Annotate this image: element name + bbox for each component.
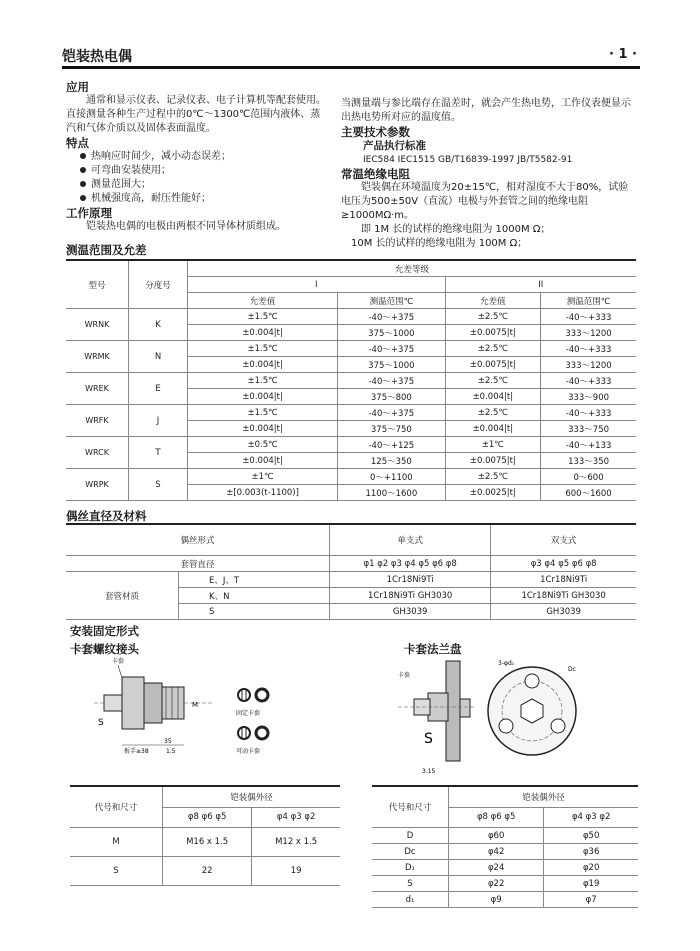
t1-cell: -40～+333 [541,309,636,325]
t1-cell: 0～600 [541,469,636,485]
t1-model: WREK [66,373,129,405]
t1-cell: -40～+375 [338,309,445,325]
t4-val: φ9 [449,892,544,908]
t4-code-header: 代号和尺寸 [372,786,449,828]
t1-cell: ±0.5℃ [188,437,338,453]
feature-item: 测量范围大； [80,178,328,192]
t1-model: WRCK [66,437,129,469]
t1-cell: -40～+375 [338,373,445,389]
t1-grade: S [129,469,188,501]
t3-code: M [70,828,163,857]
t1-cell: ±2.5℃ [445,469,541,485]
t4-val: φ22 [449,876,544,892]
t4-val: φ36 [544,844,638,860]
t1-cell: ±1℃ [188,469,338,485]
t2-title: 偶丝直径及材料 [66,509,147,523]
t4-outer-header: 铠装偶外径 [449,786,639,807]
dim-S-right: S [424,731,433,747]
t3-col2: φ4 φ3 φ2 [252,807,340,827]
insulation-paragraph: 铠装偶在环境温度为20±15℃，相对湿度不大于80%，试验电压为500±50V（直流）电极与外套管之间的绝缘电阻≥1000MΩ·m。 [341,182,629,221]
t1-title: 测温范围及允差 [66,243,147,257]
t1-sub-header: 测温范围℃ [338,293,445,309]
t1-grade: T [129,437,188,469]
t1-cell: ±0.004|t| [188,389,338,405]
t1-grade: K [129,309,188,341]
t4-val: φ24 [449,860,544,876]
t1-cell: ±0.004|t| [445,389,541,405]
ferrule-label: 卡套 [112,658,125,665]
t1-cell: -40～+125 [338,437,445,453]
t1-cell: 333～1200 [541,357,636,373]
t2-type: S [179,604,330,620]
t2-mat-single: 1Cr18Ni9Ti [330,572,491,588]
t1-cell: 0～+1100 [338,469,445,485]
table-row [66,373,636,389]
t1-cell: 375～750 [338,421,445,437]
t3-outer-header: 铠装偶外径 [163,786,341,807]
t2-material-label: 套管材质 [66,572,179,620]
dim-35: 35 [164,738,172,745]
t1-cell: -40～+133 [541,437,636,453]
t4-col1: φ8 φ6 φ5 [449,807,544,827]
feature-item: 可弯曲安装使用； [80,164,328,178]
t2-mat-double: 1Cr18Ni9Ti GH3030 [491,588,636,604]
t2-form-label: 偶丝形式 [66,524,330,556]
t2-dia-label: 套管直径 [66,556,330,572]
t2-dia-single: φ1 φ2 φ3 φ4 φ5 φ6 φ8 [330,556,491,572]
app-paragraph: 通常和显示仪表、记录仪表、电子计算机等配套使用。直接测量各种生产过程中的0℃～1300℃范围内液体、蒸汽和气体介质以及固体表面温度。 [66,95,326,134]
t2-mat-single: GH3039 [330,604,491,620]
t1-cell: ±0.004|t| [188,453,338,469]
t1-model: WRFK [66,405,129,437]
t4-code: D [372,828,449,844]
t4-val: φ42 [449,844,544,860]
std-heading: 产品执行标准 [363,140,426,152]
t2-double-label: 双支式 [491,524,636,556]
t1-cell: -40～+375 [338,341,445,357]
t2-type: K、N [179,588,330,604]
dc-label: Dc [568,666,576,673]
dim-S-left: S [98,718,104,728]
t1-cell: ±1.5℃ [188,341,338,357]
table-row [66,405,636,421]
t1-cell: 125～350 [338,453,445,469]
t3-val: M16 x 1.5 [163,828,252,857]
t1-cell: -40～+333 [541,405,636,421]
t1-model: WRMK [66,341,129,373]
t1-cell: ±1.5℃ [188,309,338,325]
t2-mat-double: GH3039 [491,604,636,620]
t1-cell: ±2.5℃ [445,373,541,389]
t1-sub-header: 允差值 [188,293,338,309]
header-rule [62,66,640,69]
feature-item: 机械强度高，耐压性能好； [80,192,328,206]
dim-wrench: 扳手≥38 [124,748,149,755]
t1-cell: 333～900 [541,389,636,405]
t1-cell: 375～1000 [338,357,445,373]
bullet-icon [80,195,86,201]
install-title: 安装固定形式 [70,624,139,638]
t1-grade-header: 分度号 [129,260,188,309]
threaded-fitting-drawing [94,655,294,765]
t1-cell: -40～+333 [541,341,636,357]
t1-cell: ±1.5℃ [188,373,338,389]
insulation-heading: 常温绝缘电阻 [341,167,410,181]
t1-cell: ±0.0075|t| [445,453,541,469]
principle-cont: 当测量端与参比端存在温差时，就会产生热电势，工作仪表便显示出热电势所对应的温度值。 [341,98,631,123]
dim-315: 3.15 [422,768,436,775]
t4-val: φ19 [544,876,638,892]
t1-class-I: I [188,277,446,293]
t4-code: S [372,876,449,892]
holes-label: 3-φd₁ [498,660,515,667]
t1-cell: ±[0.003(t-1100)] [188,485,338,501]
t1-grade: N [129,341,188,373]
table-row [66,437,636,453]
t1-tol-header: 允差等级 [188,260,637,277]
t2-single-label: 单支式 [330,524,491,556]
t1-cell: ±2.5℃ [445,309,541,325]
t1-sub-header: 测温范围℃ [541,293,636,309]
t1-cell: ±1.5℃ [188,405,338,421]
t3-val: M12 x 1.5 [252,828,340,857]
t4-val: φ50 [544,828,638,844]
feature-item: 热响应时间少，减小动态误差； [80,150,328,164]
t1-cell: ±0.004|t| [188,325,338,341]
insulation-line-1: 即 1M 长的试样的绝缘电阻为 1000M Ω； [361,224,551,235]
flange-heading: 卡套法兰盘 [404,642,462,656]
features-heading: 特点 [66,136,89,150]
t3-val: 22 [163,857,252,886]
t1-cell: ±0.004|t| [188,421,338,437]
t1-grade: E [129,373,188,405]
bullet-icon [80,181,86,187]
table-row [66,309,636,325]
t4-col2: φ4 φ3 φ2 [544,807,638,827]
t1-cell: 600～1600 [541,485,636,501]
t1-cell: 133～350 [541,453,636,469]
insulation-line-2: 10M 长的试样的绝缘电阻为 100M Ω； [351,238,528,249]
t1-cell: -40～+333 [541,373,636,389]
t4-val: φ20 [544,860,638,876]
t1-cell: -40～+375 [338,405,445,421]
principle-heading: 工作原理 [66,206,112,220]
t1-model: WRNK [66,309,129,341]
material-table [66,523,636,620]
t1-cell: ±0.0075|t| [445,357,541,373]
t2-type: E、J、T [179,572,330,588]
t3-code-header: 代号和尺寸 [70,786,163,828]
principle-paragraph: 铠装热电偶的电极由两根不同导体材质组成。 [86,221,286,232]
t1-cell: ±2.5℃ [445,341,541,357]
t1-cell: 375～800 [338,389,445,405]
t1-class-II: II [445,277,636,293]
bullet-icon [80,167,86,173]
spec-heading: 主要技术参数 [341,125,410,139]
std-list: IEC584 IEC1515 GB/T16839-1997 JB/T5582-91 [363,155,573,165]
fixed-ferrule-label: 固定卡套 [236,710,261,717]
t1-cell: 1100～1600 [338,485,445,501]
t1-model-header: 型号 [66,260,129,309]
threaded-size-table [70,785,340,886]
threaded-heading: 卡套螺纹接头 [70,642,139,656]
t3-val: 19 [252,857,340,886]
t1-cell: 375～1000 [338,325,445,341]
t3-code: S [70,857,163,886]
dim-M: M [192,701,199,709]
right-column [341,97,637,251]
page-title: 铠装热电偶 [62,49,132,65]
t1-cell: ±0.004|t| [188,357,338,373]
t4-code: D₁ [372,860,449,876]
left-column [66,80,328,234]
t1-cell: ±1℃ [445,437,541,453]
app-heading: 应用 [66,80,89,94]
bullet-icon [80,153,86,159]
t4-code: Dc [372,844,449,860]
t1-cell: 333～750 [541,421,636,437]
t1-cell: ±0.0075|t| [445,325,541,341]
t1-cell: 333～1200 [541,325,636,341]
table-row [66,341,636,357]
ferrule-label-2: 卡套 [398,672,411,679]
movable-ferrule-label: 可动卡套 [236,748,261,755]
t4-val: φ7 [544,892,638,908]
t1-cell: ±0.004|t| [445,421,541,437]
flange-drawing [398,655,638,775]
t3-col1: φ8 φ6 φ5 [163,807,252,827]
tolerance-table [66,259,636,501]
t2-mat-double: 1Cr18Ni9Ti [491,572,636,588]
t4-val: φ60 [449,828,544,844]
t1-sub-header: 允差值 [445,293,541,309]
t1-model: WRPK [66,469,129,501]
t1-grade: J [129,405,188,437]
t1-cell: ±0.0025|t| [445,485,541,501]
flange-size-table [372,785,638,908]
page-number: · 1 · [609,47,637,62]
t4-code: d₁ [372,892,449,908]
t2-mat-single: 1Cr18Ni9Ti GH3030 [330,588,491,604]
t1-cell: ±2.5℃ [445,405,541,421]
table-row [66,469,636,485]
t2-dia-double: φ3 φ4 φ5 φ6 φ8 [491,556,636,572]
dim-15: 1.5 [166,748,176,755]
